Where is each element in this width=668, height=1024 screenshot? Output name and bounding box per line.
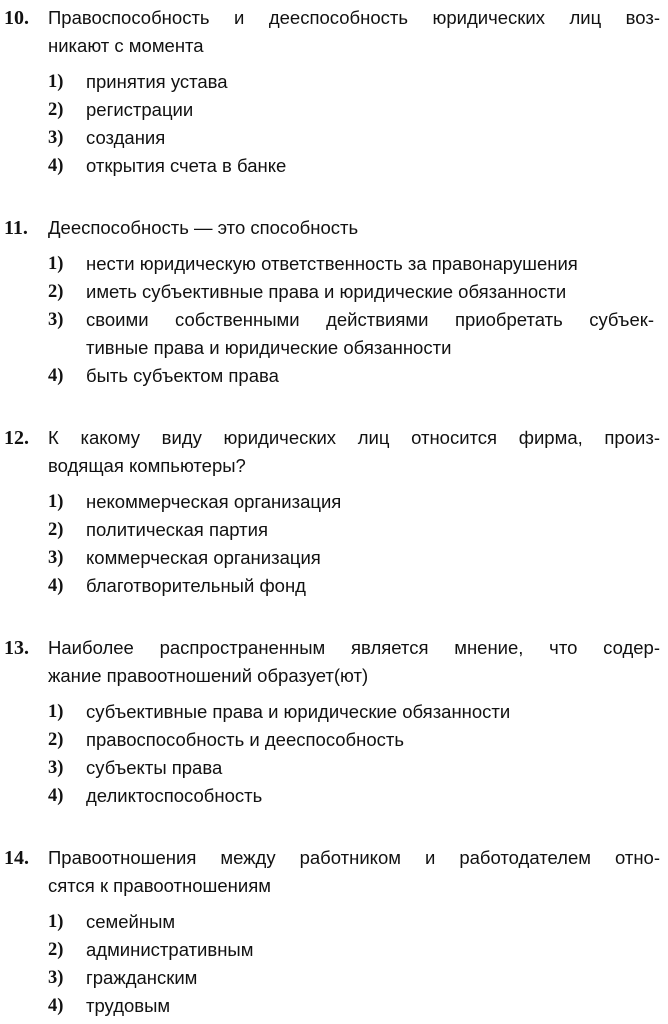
question-number: 13. (4, 637, 29, 659)
answer-text-line: правоспособность и дееспособность (86, 729, 405, 750)
answer-text (86, 754, 660, 782)
answer-text (86, 544, 660, 572)
answer-text (86, 572, 660, 600)
answer-number: 4) (48, 786, 64, 806)
answer-text-line: тивные права и юридические обязанности (86, 337, 452, 358)
answer-text-line: нести юридическую ответственность за правонарушения (86, 253, 578, 274)
answer-option (0, 516, 660, 544)
answer-text-line: принятия устава (86, 71, 228, 92)
answer-option (0, 698, 660, 726)
answer-text-line: быть субъектом права (86, 365, 279, 386)
question-text-line: Дееспособность — это способность (48, 217, 359, 238)
answer-option (0, 992, 660, 1020)
answer-list (0, 488, 660, 600)
answer-text (86, 124, 660, 152)
answer-number: 1) (48, 702, 64, 722)
answer-number: 3) (48, 968, 64, 988)
question-text-line: Правоотношения между работником и работодателем отно- (48, 847, 660, 868)
answer-number: 3) (48, 758, 64, 778)
question-header (0, 4, 660, 60)
answer-text (86, 782, 660, 810)
answer-text-line: семейным (86, 911, 176, 932)
answer-number: 4) (48, 366, 64, 386)
answer-text (86, 488, 660, 516)
question-number: 11. (4, 217, 28, 239)
answer-number: 4) (48, 996, 64, 1016)
answer-option (0, 152, 660, 180)
answer-option (0, 362, 660, 390)
question-text-line: жание правоотношений образует(ют) (48, 665, 369, 686)
answer-number: 1) (48, 492, 64, 512)
question-number: 14. (4, 847, 29, 869)
question-10 (0, 4, 660, 180)
answer-text-line: гражданским (86, 967, 198, 988)
question-number: 10. (4, 7, 29, 29)
answer-option (0, 96, 660, 124)
answer-option (0, 306, 660, 362)
answer-text (86, 306, 660, 362)
question-text-line: К какому виду юридических лиц относится фирма, произ- (48, 427, 660, 448)
answer-option (0, 544, 660, 572)
answer-option (0, 782, 660, 810)
answer-text-line: создания (86, 127, 166, 148)
answer-option (0, 250, 660, 278)
answer-number: 3) (48, 310, 64, 330)
question-13 (0, 634, 660, 810)
answer-option (0, 936, 660, 964)
answer-option (0, 278, 660, 306)
answer-text (86, 726, 660, 754)
answer-text-line: своими собственными действиями приобретать субъек- (86, 309, 654, 330)
question-text (46, 4, 660, 60)
answer-text (86, 278, 660, 306)
answer-text-line: субъекты права (86, 757, 223, 778)
answer-option (0, 726, 660, 754)
answer-list (0, 908, 660, 1020)
question-text (46, 214, 660, 242)
answer-list (0, 250, 660, 390)
answer-option (0, 488, 660, 516)
answer-option (0, 964, 660, 992)
question-header (0, 424, 660, 480)
question-header (0, 844, 660, 900)
answer-number: 2) (48, 730, 64, 750)
question-text (46, 844, 660, 900)
answer-option (0, 68, 660, 96)
question-text (46, 424, 660, 480)
answer-text-line: субъективные права и юридические обязанности (86, 701, 511, 722)
answer-text (86, 362, 660, 390)
answer-text-line: коммерческая организация (86, 547, 321, 568)
question-text-line: водящая компьютеры? (48, 455, 246, 476)
answer-number: 4) (48, 576, 64, 596)
answer-option (0, 124, 660, 152)
question-14 (0, 844, 660, 1020)
answer-text-line: некоммерческая организация (86, 491, 342, 512)
question-12 (0, 424, 660, 600)
answer-text-line: регистрации (86, 99, 194, 120)
answer-text (86, 68, 660, 96)
question-11 (0, 214, 660, 390)
answer-number: 1) (48, 254, 64, 274)
answer-number: 1) (48, 912, 64, 932)
answer-text-line: благотворительный фонд (86, 575, 306, 596)
answer-text (86, 992, 660, 1020)
question-text-line: Правоспособность и дееспособность юридических лиц воз- (48, 7, 660, 28)
answer-text-line: трудовым (86, 995, 171, 1016)
answer-number: 3) (48, 128, 64, 148)
answer-text (86, 96, 660, 124)
answer-option (0, 754, 660, 782)
answer-text (86, 250, 660, 278)
answer-number: 3) (48, 548, 64, 568)
answer-text (86, 516, 660, 544)
answer-option (0, 572, 660, 600)
answer-option (0, 908, 660, 936)
question-header (0, 214, 660, 242)
answer-text-line: политическая партия (86, 519, 268, 540)
answer-text-line: иметь субъективные права и юридические обязанности (86, 281, 567, 302)
answer-number: 4) (48, 156, 64, 176)
answer-number: 1) (48, 72, 64, 92)
question-text-line: сятся к правоотношениям (48, 875, 271, 896)
answer-number: 2) (48, 100, 64, 120)
answer-number: 2) (48, 940, 64, 960)
answer-number: 2) (48, 282, 64, 302)
question-number: 12. (4, 427, 29, 449)
answer-list (0, 698, 660, 810)
answer-text (86, 908, 660, 936)
question-text-line: Наиболее распространенным является мнение, что содер- (48, 637, 660, 658)
question-header (0, 634, 660, 690)
answer-text (86, 152, 660, 180)
answer-text (86, 698, 660, 726)
answer-list (0, 68, 660, 180)
question-text-line: никают с момента (48, 35, 204, 56)
answer-text-line: открытия счета в банке (86, 155, 287, 176)
answer-text (86, 964, 660, 992)
answer-text-line: административным (86, 939, 254, 960)
answer-text-line: деликтоспособность (86, 785, 263, 806)
answer-text (86, 936, 660, 964)
question-text (46, 634, 660, 690)
answer-number: 2) (48, 520, 64, 540)
